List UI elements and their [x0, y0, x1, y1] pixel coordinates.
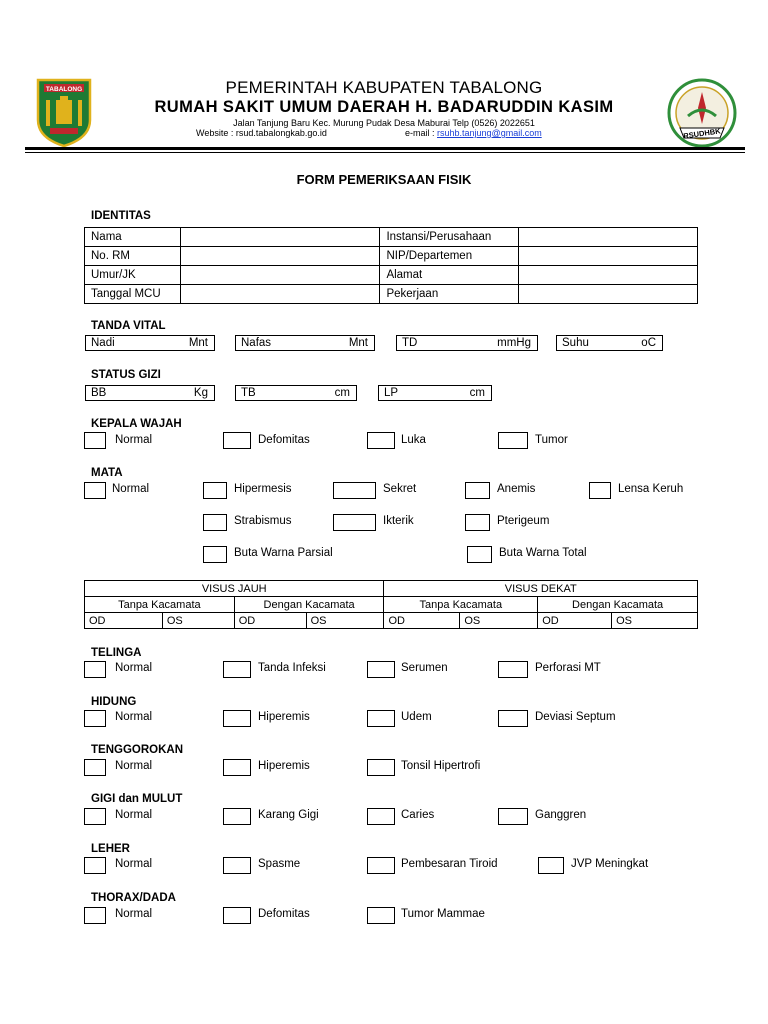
section-tanda-vital: TANDA VITAL [91, 320, 166, 332]
email-block [405, 128, 542, 138]
option-label: Buta Warna Total [499, 547, 587, 559]
mata-normal-checkbox[interactable] [84, 482, 106, 499]
mata-hipermesis-checkbox[interactable] [203, 482, 227, 499]
hidung-deviasi-septum-checkbox[interactable] [498, 710, 528, 727]
kepala-normal-checkbox[interactable] [84, 432, 106, 449]
bb-field[interactable] [85, 385, 215, 401]
leher-normal-checkbox[interactable] [84, 857, 106, 874]
option-label: Udem [401, 711, 432, 723]
identitas-label: Nama [85, 228, 181, 247]
mata-sekret-checkbox[interactable] [333, 482, 376, 499]
option-label: Deviasi Septum [535, 711, 616, 723]
option-label: Lensa Keruh [618, 483, 684, 495]
option-label: Ikterik [383, 515, 414, 527]
government-name: PEMERINTAH KABUPATEN TABALONG [225, 78, 543, 97]
identitas-value[interactable] [519, 285, 698, 304]
option-label: Pterigeum [497, 515, 550, 527]
option-label: Normal [112, 483, 150, 495]
identitas-value[interactable] [519, 266, 698, 285]
visus-subheader: Tanpa Kacamata [85, 597, 235, 613]
mata-buta-warna-parsial-checkbox[interactable] [203, 546, 227, 563]
section-gigi-mulut: GIGI dan MULUT [91, 793, 183, 805]
email-label: e-mail : [405, 128, 438, 138]
identitas-value[interactable] [519, 247, 698, 266]
option-label: Hiperemis [258, 711, 310, 723]
telinga-normal-checkbox[interactable] [84, 661, 106, 678]
option-label: Ganggren [535, 809, 587, 821]
tenggorokan-normal-checkbox[interactable] [84, 759, 106, 776]
suhu-field[interactable] [556, 335, 663, 351]
option-label: Normal [115, 711, 153, 723]
visus-jauh-header: VISUS JAUH [85, 581, 384, 597]
telinga-tanda-infeksi-checkbox[interactable] [223, 661, 251, 678]
field-label: TD [402, 337, 418, 349]
field-unit: cm [334, 387, 350, 399]
nadi-field[interactable] [85, 335, 215, 351]
table-row [85, 581, 698, 597]
thorax-normal-checkbox[interactable] [84, 907, 106, 924]
option-label: Defomitas [258, 434, 310, 446]
section-hidung: HIDUNG [91, 696, 137, 708]
leher-pembesaran-tiroid-checkbox[interactable] [367, 857, 395, 874]
thorax-defomitas-checkbox[interactable] [223, 907, 251, 924]
mata-ikterik-checkbox[interactable] [333, 514, 376, 531]
telinga-serumen-checkbox[interactable] [367, 661, 395, 678]
identitas-value[interactable] [180, 228, 380, 247]
section-telinga: TELINGA [91, 647, 142, 659]
option-label: Normal [115, 908, 153, 920]
visus-od-cell[interactable]: OD [85, 613, 163, 629]
nafas-field[interactable] [235, 335, 375, 351]
visus-subheader: Tanpa Kacamata [384, 597, 538, 613]
identitas-label: Alamat [380, 266, 519, 285]
option-label: Anemis [497, 483, 536, 495]
telinga-perforasi-mt-checkbox[interactable] [498, 661, 528, 678]
field-unit: oC [641, 337, 656, 349]
field-label: Nadi [91, 337, 115, 349]
svg-text:RSUDHBK: RSUDHBK [682, 126, 722, 141]
option-label: Tonsil Hipertrofi [401, 760, 481, 772]
mata-lensa-keruh-checkbox[interactable] [589, 482, 611, 499]
email-link[interactable]: rsuhb.tanjung@gmail.com [437, 128, 542, 138]
svg-text:TABALONG: TABALONG [45, 86, 83, 93]
identitas-value[interactable] [180, 247, 380, 266]
tenggorokan-tonsil-hipertrofi-checkbox[interactable] [367, 759, 395, 776]
identitas-value[interactable] [180, 285, 380, 304]
visus-subheader: Dengan Kacamata [234, 597, 384, 613]
visus-od-cell[interactable]: OD [384, 613, 460, 629]
identitas-label: Instansi/Perusahaan [380, 228, 519, 247]
visus-od-cell[interactable]: OD [234, 613, 306, 629]
option-label: Serumen [401, 662, 448, 674]
gigi-normal-checkbox[interactable] [84, 808, 106, 825]
visus-os-cell[interactable]: OS [612, 613, 698, 629]
identitas-value[interactable] [180, 266, 380, 285]
option-label: Defomitas [258, 908, 310, 920]
option-label: Normal [115, 809, 153, 821]
option-label: Hiperemis [258, 760, 310, 772]
field-unit: Kg [193, 387, 208, 399]
option-label: Tumor [535, 434, 568, 446]
mata-buta-warna-total-checkbox[interactable] [467, 546, 492, 563]
option-label: Luka [401, 434, 426, 446]
hidung-udem-checkbox[interactable] [367, 710, 395, 727]
field-label: BB [91, 387, 107, 399]
table-row [85, 597, 698, 613]
field-label: LP [384, 387, 399, 399]
leher-spasme-checkbox[interactable] [223, 857, 251, 874]
tenggorokan-hiperemis-checkbox[interactable] [223, 759, 251, 776]
option-label: Strabismus [234, 515, 292, 527]
kepala-tumor-checkbox[interactable] [498, 432, 528, 449]
section-kepala-wajah: KEPALA WAJAH [91, 418, 182, 430]
table-row [85, 266, 698, 285]
option-label: Normal [115, 760, 153, 772]
section-leher: LEHER [91, 843, 130, 855]
gigi-ganggren-checkbox[interactable] [498, 808, 528, 825]
section-thorax-dada: THORAX/DADA [91, 892, 176, 904]
field-unit: Mnt [188, 337, 208, 349]
field-label: TB [241, 387, 256, 399]
visus-os-cell[interactable]: OS [306, 613, 384, 629]
section-status-gizi: STATUS GIZI [91, 369, 161, 381]
mata-strabismus-checkbox[interactable] [203, 514, 227, 531]
visus-subheader: Dengan Kacamata [538, 597, 698, 613]
leher-jvp-meningkat-checkbox[interactable] [538, 857, 564, 874]
option-label: Normal [115, 662, 153, 674]
field-unit: mmHg [497, 337, 531, 349]
option-label: Pembesaran Tiroid [401, 858, 498, 870]
mata-anemis-checkbox[interactable] [465, 482, 490, 499]
hidung-hiperemis-checkbox[interactable] [223, 710, 251, 727]
option-label: Tumor Mammae [401, 908, 485, 920]
kepala-defomitas-checkbox[interactable] [223, 432, 251, 449]
hospital-name: RUMAH SAKIT UMUM DAERAH H. BADARUDDIN KASIM [154, 98, 614, 116]
tb-field[interactable] [235, 385, 357, 401]
identitas-table [84, 227, 698, 304]
section-mata: MATA [91, 467, 123, 479]
gigi-caries-checkbox[interactable] [367, 808, 395, 825]
visus-od-cell[interactable]: OD [538, 613, 612, 629]
header-rule-thin [25, 152, 745, 153]
form-title: FORM PEMERIKSAAN FISIK [296, 172, 472, 187]
field-unit: Mnt [348, 337, 368, 349]
option-label: JVP Meningkat [571, 858, 649, 870]
visus-table [84, 580, 698, 629]
table-row [85, 613, 698, 629]
thorax-tumor-mammae-checkbox[interactable] [367, 907, 395, 924]
option-label: Sekret [383, 483, 417, 495]
table-row [85, 285, 698, 304]
field-label: Suhu [562, 337, 589, 349]
option-label: Normal [115, 858, 153, 870]
field-unit: cm [469, 387, 485, 399]
lp-field[interactable] [378, 385, 492, 401]
option-label: Tanda Infeksi [258, 662, 326, 674]
option-label: Caries [401, 809, 435, 821]
gigi-karang-gigi-checkbox[interactable] [223, 808, 251, 825]
option-label: Hipermesis [234, 483, 292, 495]
option-label: Buta Warna Parsial [234, 547, 333, 559]
identitas-label: Umur/JK [85, 266, 181, 285]
hidung-normal-checkbox[interactable] [84, 710, 106, 727]
contact-line [196, 128, 542, 138]
option-label: Karang Gigi [258, 809, 319, 821]
identitas-label: Pekerjaan [380, 285, 519, 304]
option-label: Normal [115, 434, 153, 446]
mata-pterigeum-checkbox[interactable] [465, 514, 490, 531]
visus-dekat-header: VISUS DEKAT [384, 581, 698, 597]
option-label: Spasme [258, 858, 301, 870]
identitas-label: NIP/Departemen [380, 247, 519, 266]
table-row [85, 247, 698, 266]
visus-os-cell[interactable]: OS [162, 613, 234, 629]
field-label: Nafas [241, 337, 272, 349]
identitas-label: Tanggal MCU [85, 285, 181, 304]
hospital-address: Jalan Tanjung Baru Kec. Murung Pudak Desa Maburai Telp (0526) 2022651 [233, 118, 535, 128]
section-identitas: IDENTITAS [91, 210, 151, 222]
identitas-value[interactable] [519, 228, 698, 247]
visus-os-cell[interactable]: OS [460, 613, 538, 629]
td-field[interactable] [396, 335, 538, 351]
option-label: Perforasi MT [535, 662, 601, 674]
website-text: Website : rsud.tabalongkab.go.id [196, 128, 327, 138]
identitas-label: No. RM [85, 247, 181, 266]
table-row [85, 228, 698, 247]
header-rule-thick [25, 147, 745, 150]
section-tenggorokan: TENGGOROKAN [91, 744, 183, 756]
kepala-luka-checkbox[interactable] [367, 432, 395, 449]
